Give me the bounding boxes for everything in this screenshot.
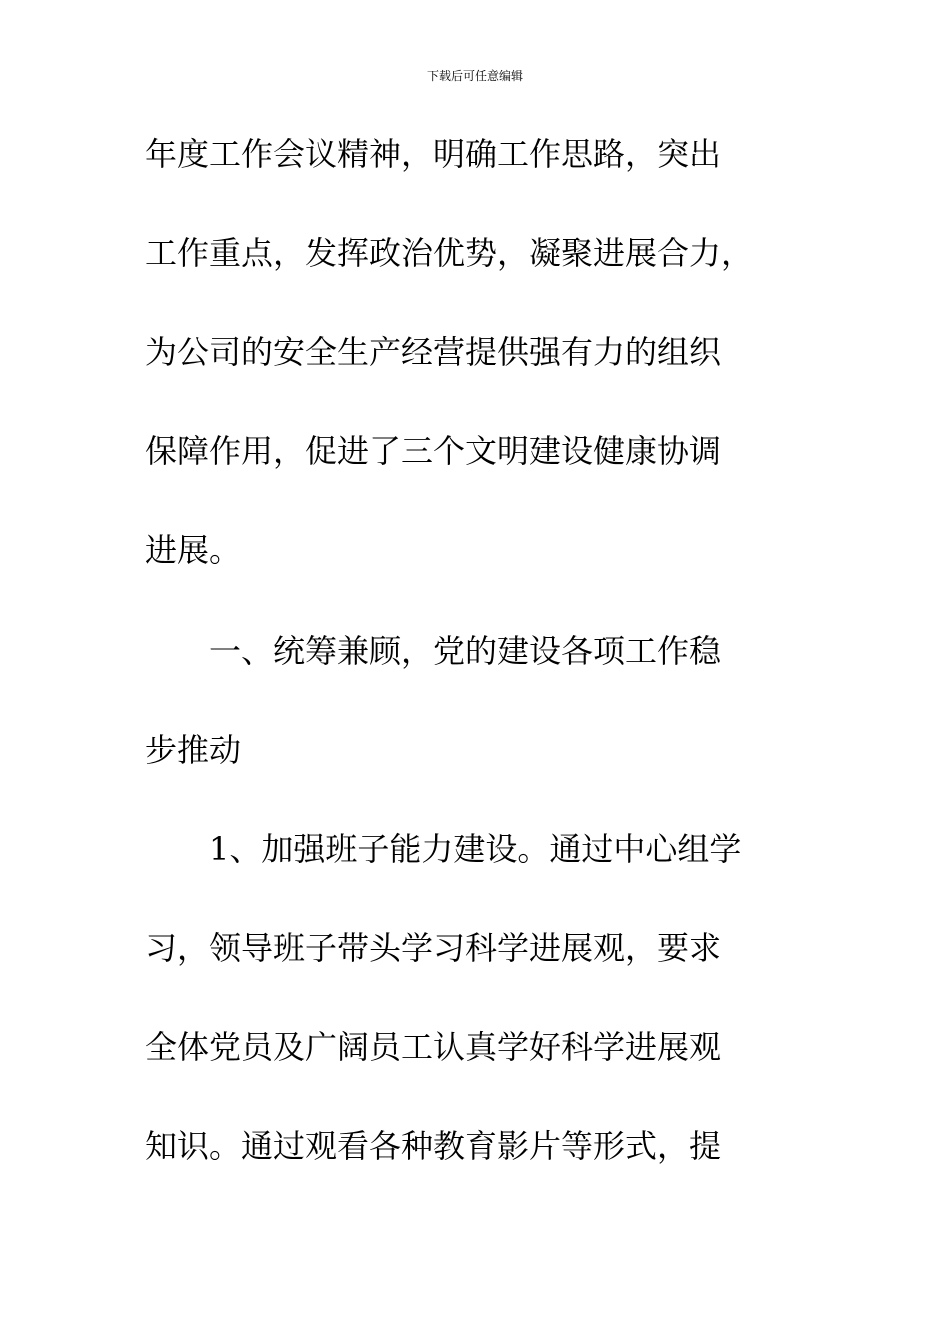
text-line: 工作重点，发挥政治优势，凝聚进展合力， xyxy=(145,234,754,272)
text-line: 进展。 xyxy=(145,531,242,569)
page-header-note: 下载后可任意编辑 xyxy=(426,69,523,83)
text-line: 为公司的安全生产经营提供强有力的组织 xyxy=(145,333,722,371)
text-line: 习，领导班子带头学习科学进展观，要求 xyxy=(145,929,722,967)
text-line: 知识。通过观看各种教育影片等形式，提 xyxy=(145,1127,722,1165)
section-heading: 一、统筹兼顾，党的建设各项工作稳 xyxy=(145,632,722,670)
text-line: 保障作用，促进了三个文明建设健康协调 xyxy=(145,432,722,470)
section-heading-continued: 步推动 xyxy=(145,731,242,769)
text-line: 年度工作会议精神，明确工作思路，突出 xyxy=(145,135,722,173)
subsection-heading: 1、加强班子能力建设。通过中心组学 xyxy=(145,830,742,868)
text-line: 全体党员及广阔员工认真学好科学进展观 xyxy=(145,1028,722,1066)
